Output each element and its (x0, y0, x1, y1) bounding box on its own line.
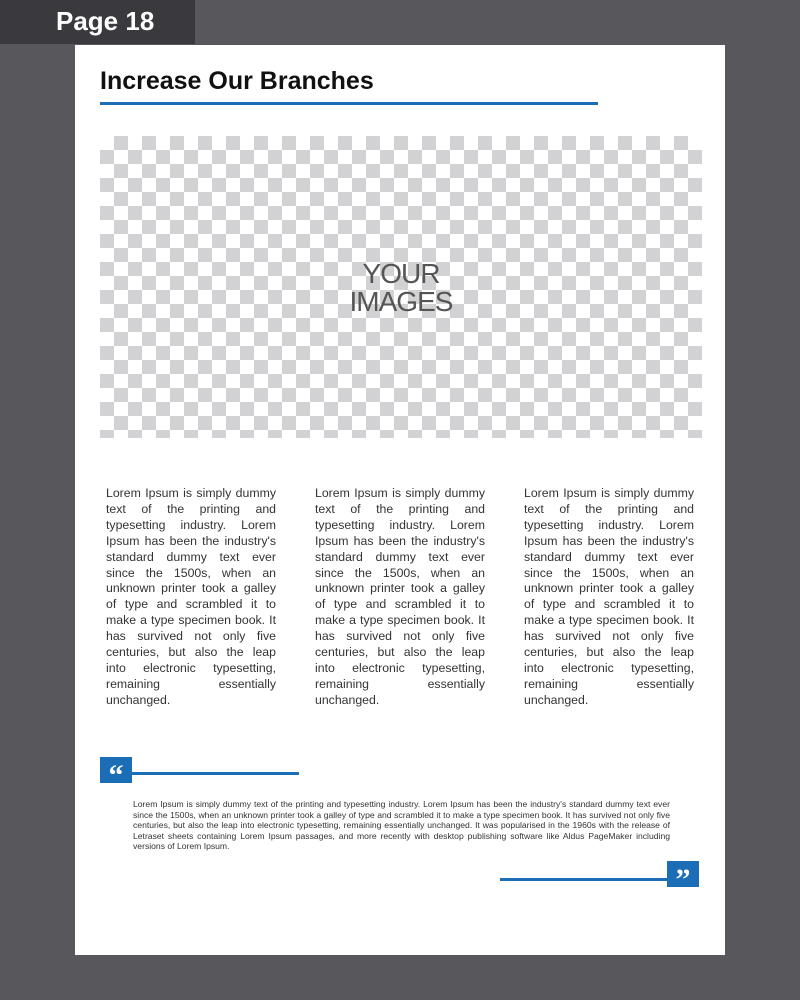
page-title: Increase Our Branches (100, 67, 374, 95)
quote-close-rule (500, 878, 668, 881)
page-number-tab (0, 0, 195, 44)
page-number-label: Page 18 (56, 6, 155, 36)
image-placeholder (100, 136, 702, 438)
title-underline (100, 102, 598, 105)
close-quote-icon: ” (667, 861, 699, 887)
quote-text: Lorem Ipsum is simply dummy text of the printing and typesetting industry. Lorem Ipsum has been the industry's standard dummy text ever since the 1500s, when an unknown printer took a galley of type and scrambled it to make a type specimen book. It has survived not only five centuries, but also the leap into electronic typesetting, remaining essentially unchanged. It was popularised in the 1960s with the release of Letraset sheets containing Lorem Ipsum passages, and more recently with desktop publishing software like Aldus PageMaker including versions of Lorem Ipsum. (133, 799, 670, 852)
image-placeholder-label (100, 260, 702, 316)
open-quote-icon: “ (100, 757, 132, 783)
text-column-1: Lorem Ipsum is simply dummy text of the printing and typesetting industry. Lorem Ipsum has been the industry's standard dummy text ever since the 1500s, when an unknown printer took a galley of type and scrambled it to make a type specimen book. It has survived not only five centuries, but also the leap into electronic typesetting, remaining essentially unchanged. (106, 486, 276, 707)
text-column-2: Lorem Ipsum is simply dummy text of the printing and typesetting industry. Lorem Ipsum has been the industry's standard dummy text ever since the 1500s, when an unknown printer took a galley of type and scrambled it to make a type specimen book. It has survived not only five centuries, but also the leap into electronic typesetting, remaining essentially unchanged. (315, 486, 485, 707)
text-column-3: Lorem Ipsum is simply dummy text of the printing and typesetting industry. Lorem Ipsum has been the industry's standard dummy text ever since the 1500s, when an unknown printer took a galley of type and scrambled it to make a type specimen book. It has survived not only five centuries, but also the leap into electronic typesetting, remaining essentially unchanged. (524, 486, 694, 707)
document-page (75, 45, 725, 955)
quote-open-rule (132, 772, 299, 775)
placeholder-line-2: IMAGES (349, 286, 453, 317)
placeholder-line-1: YOUR (362, 258, 440, 289)
